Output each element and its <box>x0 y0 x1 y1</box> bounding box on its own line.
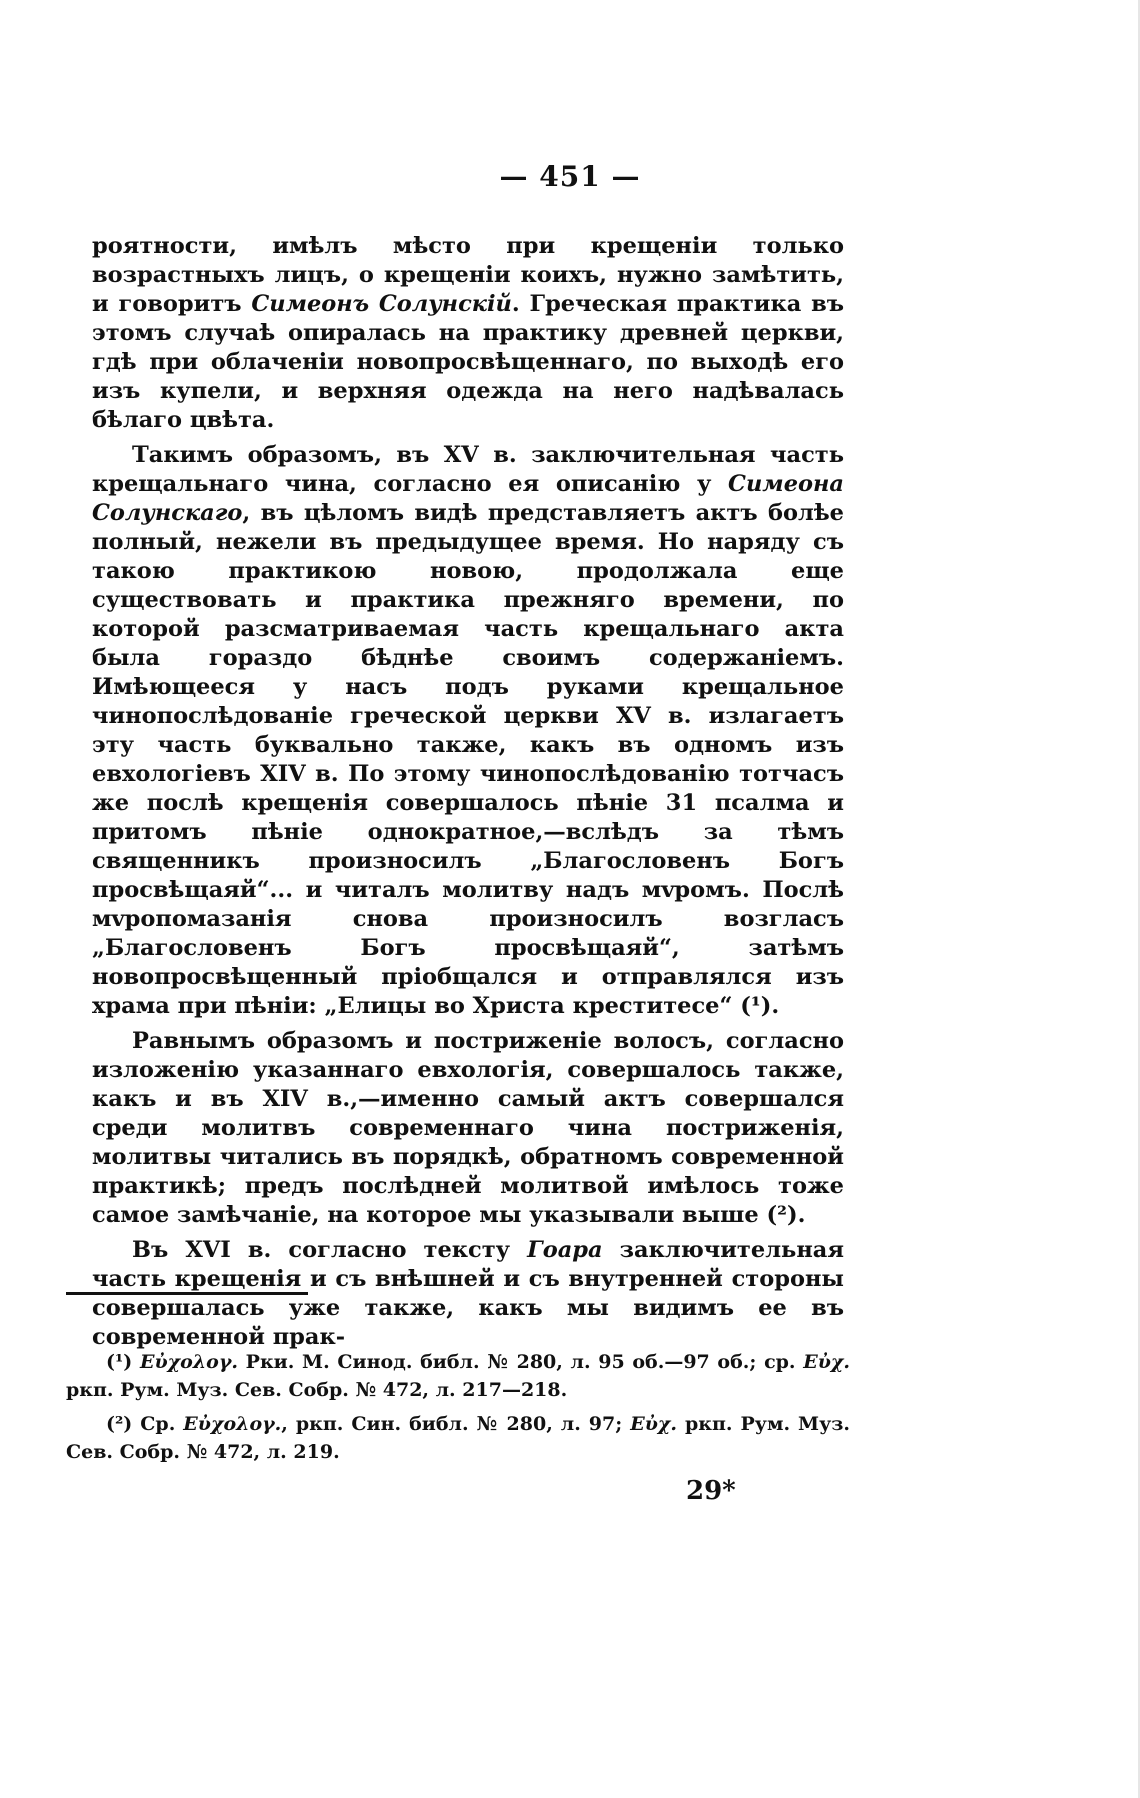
italic-text: Εὐχ. <box>803 1351 851 1373</box>
paragraph <box>92 1027 844 1230</box>
paragraph <box>92 441 844 1021</box>
text-run: Въ XVI в. согласно тексту <box>132 1237 528 1263</box>
text-run: ркп. Рум. Муз. Сев. Собр. № 472, л. 217—218. <box>66 1379 568 1401</box>
text-run: ркп. Рум. Муз. Сев. Собр. № 472, л. 219. <box>66 1413 850 1463</box>
text-run: . Греческая практика въ этомъ случаѣ опиралась на практику древней церкви, гдѣ при облаченіи новопросвѣщеннаго, по выходѣ его изъ купели, и верхняя одежда на него надѣвалась бѣлаго цвѣта. <box>92 291 844 433</box>
italic-text: Εὐχολογ. <box>183 1413 282 1435</box>
paragraph <box>92 232 844 435</box>
text-run: (¹) <box>106 1351 140 1373</box>
footnote-separator <box>66 1292 308 1295</box>
italic-text: Εὐχ. <box>630 1413 678 1435</box>
italic-text: Гоара <box>527 1237 603 1263</box>
text-run: Рки. М. Синод. библ. № 280, л. 95 об.—97 об.; ср. <box>237 1351 804 1373</box>
main-text <box>92 232 844 1358</box>
footnote <box>66 1410 850 1466</box>
text-run: , ркп. Син. библ. № 280, л. 97; <box>281 1413 631 1435</box>
text-run: (²) Ср. <box>106 1413 184 1435</box>
italic-text: Симеона Солунскаго <box>92 471 844 526</box>
text-run: , въ цѣломъ видѣ представляетъ актъ болѣе полный, нежели въ предыдущее время. Но наряду съ такою практикою новою, продолжала еще существовать и практика прежняго времени, по которой разсматриваемая часть крещальнаго акта была гораздо бѣднѣе своимъ содержаніемъ. Имѣющееся у насъ подъ руками крещальное чинопослѣдованіе греческой церкви XV в. излагаетъ эту часть буквально также, какъ въ одномъ изъ евхологіевъ XIV в. По этому чинопослѣдованію тотчасъ же послѣ крещенія совершалось пѣніе 31 псалма и притомъ пѣніе однократное,—вслѣдъ за тѣмъ священникъ произносилъ „Благословенъ Богъ просвѣщаяй“... и читалъ молитву надъ мvромъ. Послѣ мvропомазанія снова произносилъ возгласъ „Благословенъ Богъ просвѣщаяй“, затѣмъ новопросвѣщенный пріобщался и отправлялся изъ храма при пѣніи: „Елицы во Христа креститесе“ (¹). <box>92 500 844 1019</box>
footnotes <box>66 1348 850 1472</box>
italic-text: Симеонъ Солунскій <box>251 291 512 317</box>
footnote <box>66 1348 850 1404</box>
text-run: роятности, имѣлъ мѣсто при крещеніи только возрастныхъ лицъ, о крещеніи коихъ, нужно замѣтить, и говоритъ <box>92 233 844 317</box>
text-run: Равнымъ образомъ и постриженіе волосъ, согласно изложенію указаннаго евхологія, совершалось также, какъ и въ XIV в.,—именно самый актъ совершался среди молитвъ современнаго чина постриженія, молитвы читались въ порядкѣ, обратномъ современной практикѣ; предъ послѣдней молитвой имѣлось тоже самое замѣчаніе, на которое мы указывали выше (²). <box>92 1028 844 1228</box>
italic-text: Εὐχολογ. <box>139 1351 238 1373</box>
text-run: Такимъ образомъ, въ XV в. заключительная часть крещальнаго чина, согласно ея описанію у <box>92 442 844 497</box>
printer-signature-mark: 29* <box>686 1476 736 1506</box>
page-number: — 451 — <box>499 160 641 193</box>
text-run: заключительная часть крещенія и съ внѣшней и съ внутренней стороны совершалась уже также, какъ мы видимъ ее въ современной прак- <box>92 1237 844 1350</box>
